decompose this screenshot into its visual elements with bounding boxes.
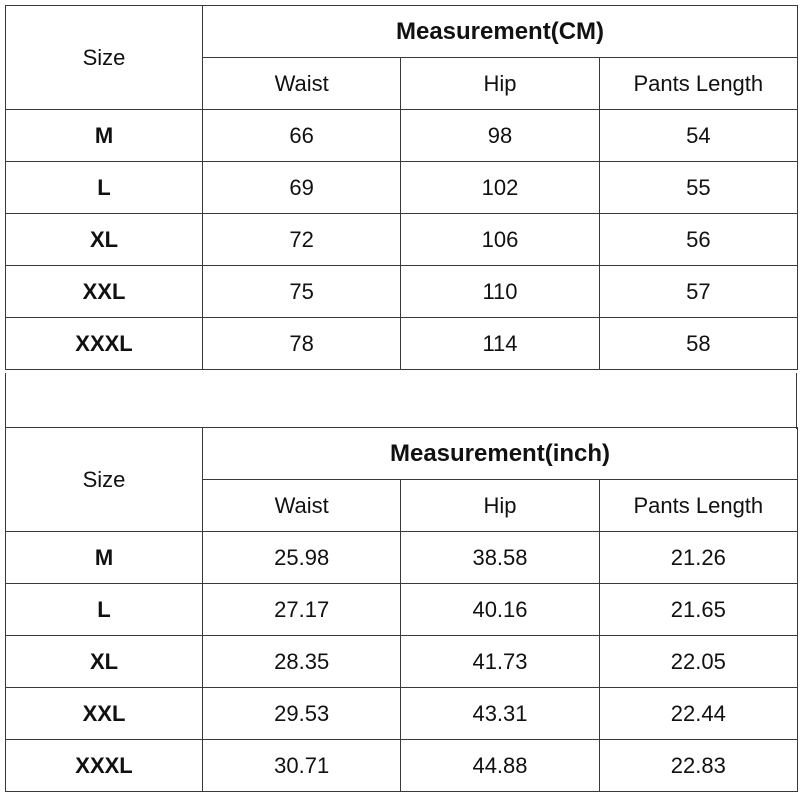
- size-cell: L: [6, 584, 203, 636]
- measurement-cm-title: Measurement(CM): [203, 6, 798, 58]
- hip-cell: 102: [401, 162, 599, 214]
- hip-cell: 106: [401, 214, 599, 266]
- hip-cell: 44.88: [401, 740, 599, 792]
- table-row: [6, 740, 798, 792]
- size-cell: XL: [6, 636, 203, 688]
- pants-length-cell: 56: [599, 214, 797, 266]
- pants-length-cell: 57: [599, 266, 797, 318]
- waist-cell: 66: [203, 110, 401, 162]
- size-cell: XXL: [6, 688, 203, 740]
- hip-cell: 43.31: [401, 688, 599, 740]
- size-cell: XXXL: [6, 318, 203, 370]
- size-cell: XXXL: [6, 740, 203, 792]
- waist-column-header: Waist: [203, 58, 401, 110]
- table-row: [6, 532, 798, 584]
- waist-cell: 28.35: [203, 636, 401, 688]
- measurement-inch-title: Measurement(inch): [203, 428, 798, 480]
- hip-column-header: Hip: [401, 58, 599, 110]
- size-cell: M: [6, 532, 203, 584]
- header-row: [6, 6, 798, 58]
- pants-length-cell: 55: [599, 162, 797, 214]
- size-chart-inch-table: [5, 427, 798, 792]
- waist-column-header: Waist: [203, 480, 401, 532]
- waist-cell: 69: [203, 162, 401, 214]
- size-column-header: Size: [6, 6, 203, 110]
- pants-length-cell: 22.05: [599, 636, 797, 688]
- size-column-header: Size: [6, 428, 203, 532]
- hip-cell: 40.16: [401, 584, 599, 636]
- waist-cell: 75: [203, 266, 401, 318]
- table-row: [6, 584, 798, 636]
- table-row: [6, 318, 798, 370]
- table-row: [6, 688, 798, 740]
- pants-length-cell: 58: [599, 318, 797, 370]
- hip-cell: 110: [401, 266, 599, 318]
- size-cell: L: [6, 162, 203, 214]
- table-row: [6, 266, 798, 318]
- pants-length-cell: 21.65: [599, 584, 797, 636]
- size-chart-cm-table: [5, 5, 798, 370]
- hip-cell: 41.73: [401, 636, 599, 688]
- pants-length-cell: 22.83: [599, 740, 797, 792]
- table-row: [6, 636, 798, 688]
- hip-cell: 38.58: [401, 532, 599, 584]
- pants-length-cell: 21.26: [599, 532, 797, 584]
- pants-length-cell: 54: [599, 110, 797, 162]
- pants-length-column-header: Pants Length: [599, 58, 797, 110]
- waist-cell: 25.98: [203, 532, 401, 584]
- size-cell: M: [6, 110, 203, 162]
- header-row: [6, 428, 798, 480]
- table-row: [6, 214, 798, 266]
- table-spacer: [5, 373, 797, 429]
- waist-cell: 29.53: [203, 688, 401, 740]
- waist-cell: 27.17: [203, 584, 401, 636]
- pants-length-cell: 22.44: [599, 688, 797, 740]
- waist-cell: 30.71: [203, 740, 401, 792]
- hip-column-header: Hip: [401, 480, 599, 532]
- waist-cell: 72: [203, 214, 401, 266]
- hip-cell: 98: [401, 110, 599, 162]
- hip-cell: 114: [401, 318, 599, 370]
- table-row: [6, 162, 798, 214]
- size-cell: XXL: [6, 266, 203, 318]
- pants-length-column-header: Pants Length: [599, 480, 797, 532]
- waist-cell: 78: [203, 318, 401, 370]
- table-row: [6, 110, 798, 162]
- size-cell: XL: [6, 214, 203, 266]
